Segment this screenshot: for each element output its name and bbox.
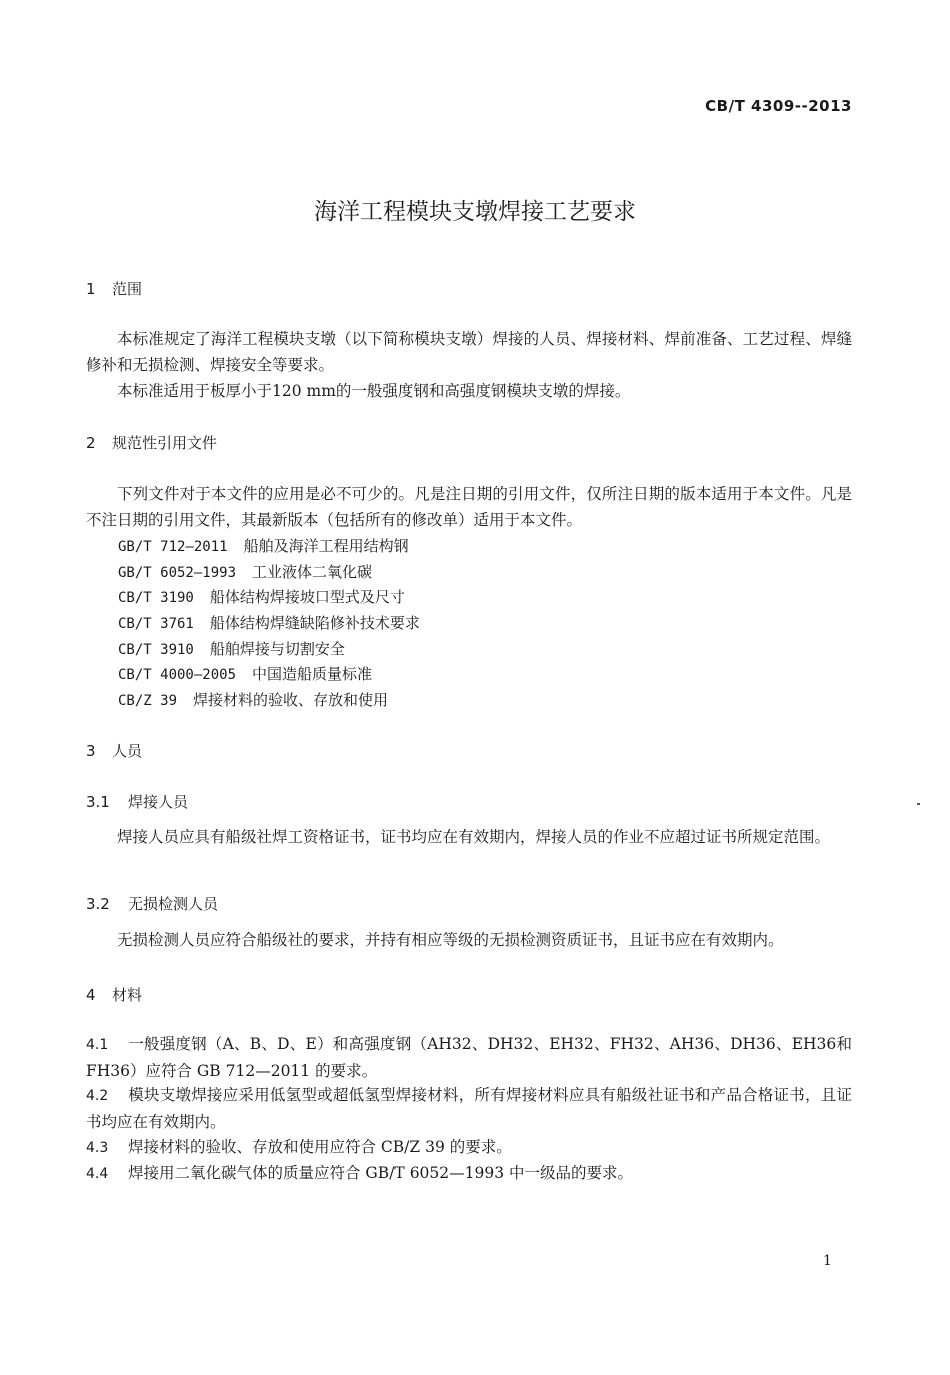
- subsection-title: 焊接人员: [128, 793, 189, 811]
- clause-4-3: [86, 1134, 852, 1161]
- reference-code: CB/T 3910: [118, 642, 194, 658]
- reference-title: 船体结构焊接坡口型式及尺寸: [209, 588, 405, 606]
- reference-title: 船舶及海洋工程用结构钢: [243, 537, 409, 555]
- section-1-heading: [86, 278, 142, 299]
- clause-text: 焊接用二氧化碳气体的质量应符合 GB/T 6052—1993 中一级品的要求。: [128, 1164, 634, 1182]
- section-3-heading: [86, 740, 142, 761]
- section-2-paragraph: 下列文件对于本文件的应用是必不可少的。凡是注日期的引用文件，仅所注日期的版本适用于本文件。凡是不注日期的引用文件，其最新版本（包括所有的修改单）适用于本文件。: [86, 485, 852, 529]
- subsection-number: 3.1: [86, 793, 110, 811]
- reference-item: [118, 663, 372, 684]
- reference-item: [118, 561, 372, 582]
- reference-title: 工业液体二氧化碳: [252, 563, 373, 581]
- section-title: 规范性引用文件: [112, 434, 218, 452]
- section-4-heading: [86, 984, 142, 1005]
- section-number: 3: [86, 742, 96, 760]
- clause-text: 焊接材料的验收、存放和使用应符合 CB/Z 39 的要求。: [128, 1138, 512, 1156]
- subsection-number: 3.2: [86, 895, 110, 913]
- clause-number: 4.3: [86, 1140, 109, 1156]
- subsection-3-2-heading: [86, 893, 218, 914]
- subsection-3-1-heading: [86, 791, 188, 812]
- reference-code: CB/T 4000—2005: [118, 667, 237, 683]
- reference-title: 船舶焊接与切割安全: [209, 640, 345, 658]
- subsection-title: 无损检测人员: [128, 895, 219, 913]
- reference-item: [118, 612, 420, 633]
- section-2-heading: [86, 432, 217, 453]
- reference-code: GB/T 6052—1993: [118, 565, 237, 581]
- reference-code: GB/T 712—2011: [118, 539, 228, 555]
- section-number: 4: [86, 986, 96, 1004]
- clause-4-4: [86, 1160, 852, 1187]
- reference-item: [118, 689, 388, 710]
- clause-text: 模块支墩焊接应采用低氢型或超低氢型焊接材料，所有焊接材料应具有船级社证书和产品合格证书，且证书均应在有效期内。: [86, 1086, 852, 1131]
- reference-title: 焊接材料的验收、存放和使用: [193, 691, 389, 709]
- clause-number: 4.1: [86, 1037, 109, 1053]
- reference-item: [118, 535, 409, 556]
- reference-item: [118, 586, 405, 607]
- section-number: 2: [86, 434, 96, 452]
- standard-code: CB/T 4309--2013: [705, 97, 852, 115]
- document-title: 海洋工程模块支墩焊接工艺要求: [314, 199, 636, 225]
- reference-code: CB/T 3761: [118, 616, 194, 632]
- section-title: 人员: [112, 742, 143, 760]
- reference-title: 中国造船质量标准: [252, 665, 373, 683]
- subsection-3-1-paragraph: 焊接人员应具有船级社焊工资格证书，证书均应在有效期内，焊接人员的作业不应超过证书所规定范围。: [117, 828, 831, 846]
- clause-text: 一般强度钢（A、B、D、E）和高强度钢（AH32、DH32、EH32、FH32、AH36、DH36、EH36和FH36）应符合 GB 712—2011 的要求。: [86, 1035, 852, 1080]
- section-title: 范围: [112, 280, 143, 298]
- clause-4-1: [86, 1031, 852, 1084]
- reference-title: 船体结构焊缝缺陷修补技术要求: [209, 614, 420, 632]
- subsection-3-2-paragraph: 无损检测人员应符合船级社的要求，并持有相应等级的无损检测资质证书，且证书应在有效期内。: [117, 931, 784, 949]
- section-number: 1: [86, 280, 96, 298]
- section-1-paragraph-2: 本标准适用于板厚小于120 mm的一般强度钢和高强度钢模块支墩的焊接。: [117, 382, 631, 400]
- reference-item: [118, 638, 345, 659]
- reference-code: CB/Z 39: [118, 693, 178, 709]
- reference-code: CB/T 3190: [118, 590, 194, 606]
- clause-number: 4.2: [86, 1088, 109, 1104]
- scan-speck: [917, 803, 920, 805]
- section-1-paragraph-1: 本标准规定了海洋工程模块支墩（以下简称模块支墩）焊接的人员、焊接材料、焊前准备、工艺过程、焊缝修补和无损检测、焊接安全等要求。: [86, 330, 852, 374]
- section-title: 材料: [112, 986, 143, 1004]
- page-number: 1: [823, 1253, 832, 1269]
- clause-number: 4.4: [86, 1166, 109, 1182]
- clause-4-2: [86, 1082, 852, 1135]
